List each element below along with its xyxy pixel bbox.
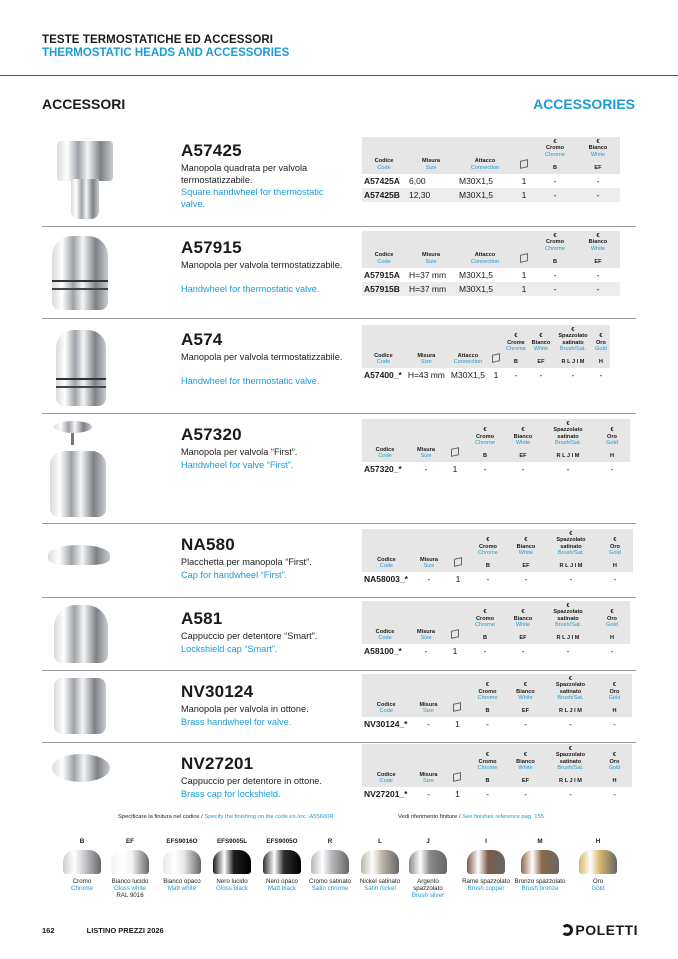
section-divider: [42, 742, 636, 743]
finish-name-it: Argento spazzolato: [413, 878, 443, 893]
product-desc-en: Brass handwheel for valve.: [181, 717, 292, 727]
product-desc-it: Manopola per valvola “First”.: [181, 447, 298, 457]
section-title-en: ACCESSORIES: [533, 96, 635, 112]
table-row: NV30124_* - 1 - - - -: [364, 719, 616, 730]
finish-name-en: Matt white: [167, 885, 197, 893]
package-qty-icon: [451, 447, 459, 457]
product-code: NV30124: [181, 682, 254, 701]
product-desc-it: Cappuccio per detentore “Smart”.: [181, 631, 318, 641]
page-number: 162: [42, 926, 55, 935]
finish-key: I: [485, 838, 487, 845]
finish-chip: [579, 850, 617, 874]
finish-note-left: [118, 814, 334, 820]
finish-name-it: Bianco opaco: [163, 878, 201, 885]
package-qty-icon: [453, 702, 461, 712]
spec-table: Codice Code Misura Size Attacco Connection € Cromo Chrome B € Bianco White EF A57425A 6,00 M30X1,5 1 - - A57425B 12,30 M30X1,5 1 - -: [362, 137, 620, 202]
header-rule: [0, 75, 678, 76]
finish-name-en: Gloss white: [114, 885, 146, 893]
product-desc-it: Manopola quadrata per valvola termostatizzabile.: [181, 163, 308, 185]
product-desc-en: Handwheel for thermostatic valve.: [181, 376, 320, 386]
finish-name-it: Cromo satinato: [309, 878, 351, 885]
note-right-en[interactable]: See finishes reference pag. 155: [462, 814, 544, 820]
finish-note-right: [398, 814, 544, 820]
finish-key: L: [378, 838, 382, 845]
finish-swatch-ef: [104, 838, 156, 900]
finish-name-it: Bianco lucido: [111, 878, 149, 885]
finish-name-en: Satin chrome: [311, 885, 349, 893]
page-header: [42, 34, 289, 59]
package-qty-icon: [453, 772, 461, 782]
finish-key: J: [426, 838, 430, 845]
finish-swatch-efs9016o: [156, 838, 208, 892]
finish-key: EFS9016O: [166, 838, 198, 845]
spec-table: Codice Code Misura Size € Cromo Chrome B € Bianco White EF € Spazzolato satinato Brush/Sat. R L J I M € Oro Gold H A58100_* - 1 - - - -: [362, 601, 630, 658]
finish-name-en: Brush bronze: [521, 885, 559, 893]
section-divider: [42, 523, 636, 524]
product-image: [52, 754, 110, 782]
section-divider: [42, 226, 636, 227]
table-row: A57320_* - 1 - - - -: [364, 464, 614, 475]
product-desc-en: Lockshield cap “Smart”.: [181, 644, 278, 654]
product-code: NV27201: [181, 754, 254, 773]
finish-swatch-j: [402, 838, 454, 900]
product-image: [54, 605, 108, 663]
product-desc-en: Square handwheel for thermostatic valve.: [181, 187, 324, 209]
finish-chip: [63, 850, 101, 874]
package-qty-icon: [454, 557, 462, 567]
section-divider: [42, 318, 636, 319]
product-image: [56, 330, 106, 406]
finish-chip: [311, 850, 349, 874]
finish-name-it: Nickel satinato: [359, 878, 401, 885]
finish-name-it: Nero opaco: [266, 878, 298, 885]
section-divider: [42, 597, 636, 598]
product-desc-it: Manopola per valvola in ottone.: [181, 704, 309, 714]
finish-key: H: [595, 838, 601, 845]
product-code: A57425: [181, 141, 242, 160]
header-title-en: THERMOSTATIC HEADS AND ACCESSORIES: [42, 47, 290, 59]
finish-key: EF: [125, 838, 135, 845]
footer-title: LISTINO PREZZI 2026: [86, 926, 164, 935]
finish-name-en: Brush copper: [467, 885, 505, 893]
table-row: A57425A 6,00 M30X1,5 1 - -: [364, 176, 600, 187]
finish-key: B: [79, 838, 85, 845]
finish-chip: [111, 850, 149, 874]
product-desc-en: Brass cap for lockshield.: [181, 789, 281, 799]
header-title-it: TESTE TERMOSTATICHE ED ACCESSORI: [42, 34, 274, 46]
product-code: NA580: [181, 535, 235, 554]
product-desc-it: Placchetta per manopola “First”.: [181, 557, 312, 567]
finish-name-en: Chrome: [70, 885, 93, 893]
brand-name: POLETTI: [575, 922, 638, 938]
finish-key: M: [537, 838, 543, 845]
brand-logo: [561, 922, 638, 938]
spec-table: Codice Code Misura Size € Cromo Chrome B € Bianco White EF € Spazzolato satinato Brush/Sat. R L J I M € Oro Gold H NV27201_* - 1 - - - -: [362, 744, 632, 801]
table-row: A57915A H=37 mm M30X1,5 1 - -: [364, 270, 600, 281]
product-code: A57320: [181, 425, 242, 444]
table-row: A58100_* - 1 - - - -: [364, 646, 614, 657]
package-qty-icon: [520, 253, 528, 263]
product-image: [48, 545, 110, 565]
section-title-it: ACCESSORI: [42, 96, 126, 112]
section-divider: [42, 413, 636, 414]
finish-name-en: Matt black: [267, 885, 297, 893]
note-left-en: Specify the finishing on the code es./ex.: A55600R: [204, 814, 334, 820]
product-desc-it: Manopola per valvola termostatizzabile.: [181, 260, 343, 270]
finish-chip: [467, 850, 505, 874]
product-desc-it: Manopola per valvola termostatizzabile.: [181, 352, 343, 362]
finish-name-en: Satin nickel: [364, 885, 396, 893]
product-image: [52, 236, 108, 310]
note-left-it: Specificare la finitura nel codice /: [118, 814, 205, 820]
finish-name-en: Brush silver: [411, 892, 445, 900]
finish-swatch-r: [304, 838, 356, 892]
product-desc-en: Cap for handwheel “First”.: [181, 570, 288, 580]
finish-swatch-efs9005o: [256, 838, 308, 892]
finish-chip: [409, 850, 447, 874]
package-qty-icon: [492, 353, 500, 363]
product-desc-en: Handwheel for valve “First”.: [181, 460, 294, 470]
spec-table: Codice Code Misura Size € Cromo Chrome B € Bianco White EF € Spazzolato satinato Brush/Sat. R L J I M € Oro Gold H NV30124_* - 1 - - - -: [362, 674, 632, 731]
product-code: A57915: [181, 238, 242, 257]
package-qty-icon: [451, 629, 459, 639]
table-row: A57915B H=37 mm M30X1,5 1 - -: [362, 282, 620, 296]
product-image: [55, 141, 115, 221]
table-row: NV27201_* - 1 - - - -: [364, 789, 616, 800]
finish-extra: RAL 9016: [116, 892, 144, 900]
finish-name-it: Rame spazzolato: [462, 878, 510, 885]
spec-table: Codice Code Misura Size Attacco Connection € Crome Chrome B € Bianco White EF € Spazzolato satinato Brush/Sat. R L J I M € Oro Gold H A57400_* H=43 mm M30X1,5 1 - - - -: [362, 325, 610, 382]
finish-name-it: Nero lucido: [216, 878, 248, 885]
note-right-it: Vedi riferimento finiture /: [398, 814, 463, 820]
finish-swatch-l: [354, 838, 406, 892]
finish-key: EFS9005L: [216, 838, 248, 845]
finish-name-en: Gold: [591, 885, 605, 893]
finish-chip: [361, 850, 399, 874]
spec-table: Codice Code Misura Size € Cromo Chrome B € Bianco White EF € Spazzolato satinato Brush/Sat. R L J I M € Oro Gold H NA58003_* - 1 - - - -: [362, 529, 633, 586]
finish-key: EFS9005O: [266, 838, 298, 845]
finish-swatch-b: [56, 838, 108, 892]
finish-swatch-i: [460, 838, 512, 892]
table-row: A57400_* H=43 mm M30X1,5 1 - - - -: [364, 370, 603, 381]
finish-chip: [163, 850, 201, 874]
product-image: [54, 678, 106, 734]
product-desc-it: Cappuccio per detentore in ottone.: [181, 776, 322, 786]
finish-name-it: Oro: [592, 878, 604, 885]
product-code: A581: [181, 609, 223, 628]
product-image: [50, 421, 110, 521]
finish-swatch-efs9005l: [206, 838, 258, 892]
product-code: A574: [181, 330, 223, 349]
spec-table: Codice Code Misura Size € Cromo Chrome B € Bianco White EF € Spazzolato satinato Brush/Sat. R L J I M € Oro Gold H A57320_* - 1 - - - -: [362, 419, 630, 476]
page-footer: [42, 926, 164, 935]
finish-swatch-m: [514, 838, 566, 892]
finish-swatch-h: [572, 838, 624, 892]
spec-table: Codice Code Misura Size Attacco Connection € Cromo Chrome B € Bianco White EF A57915A H=37 mm M30X1,5 1 - - A57915B H=37 mm M30X1,5 1 - -: [362, 231, 620, 296]
table-row: NA58003_* - 1 - - - -: [364, 574, 617, 585]
finish-name-it: Cromo: [72, 878, 92, 885]
finish-chip: [263, 850, 301, 874]
section-divider: [42, 670, 636, 671]
package-qty-icon: [520, 159, 528, 169]
finish-chip: [521, 850, 559, 874]
logo-mark-icon: [561, 924, 573, 936]
finish-name-it: Bronzo spazzolato: [514, 878, 566, 885]
product-desc-en: Handwheel for thermostatic valve.: [181, 284, 320, 294]
finish-name-en: Gloss black: [216, 885, 248, 893]
table-row: A57425B 12,30 M30X1,5 1 - -: [362, 188, 620, 202]
finish-chip: [213, 850, 251, 874]
finish-key: R: [327, 838, 333, 845]
